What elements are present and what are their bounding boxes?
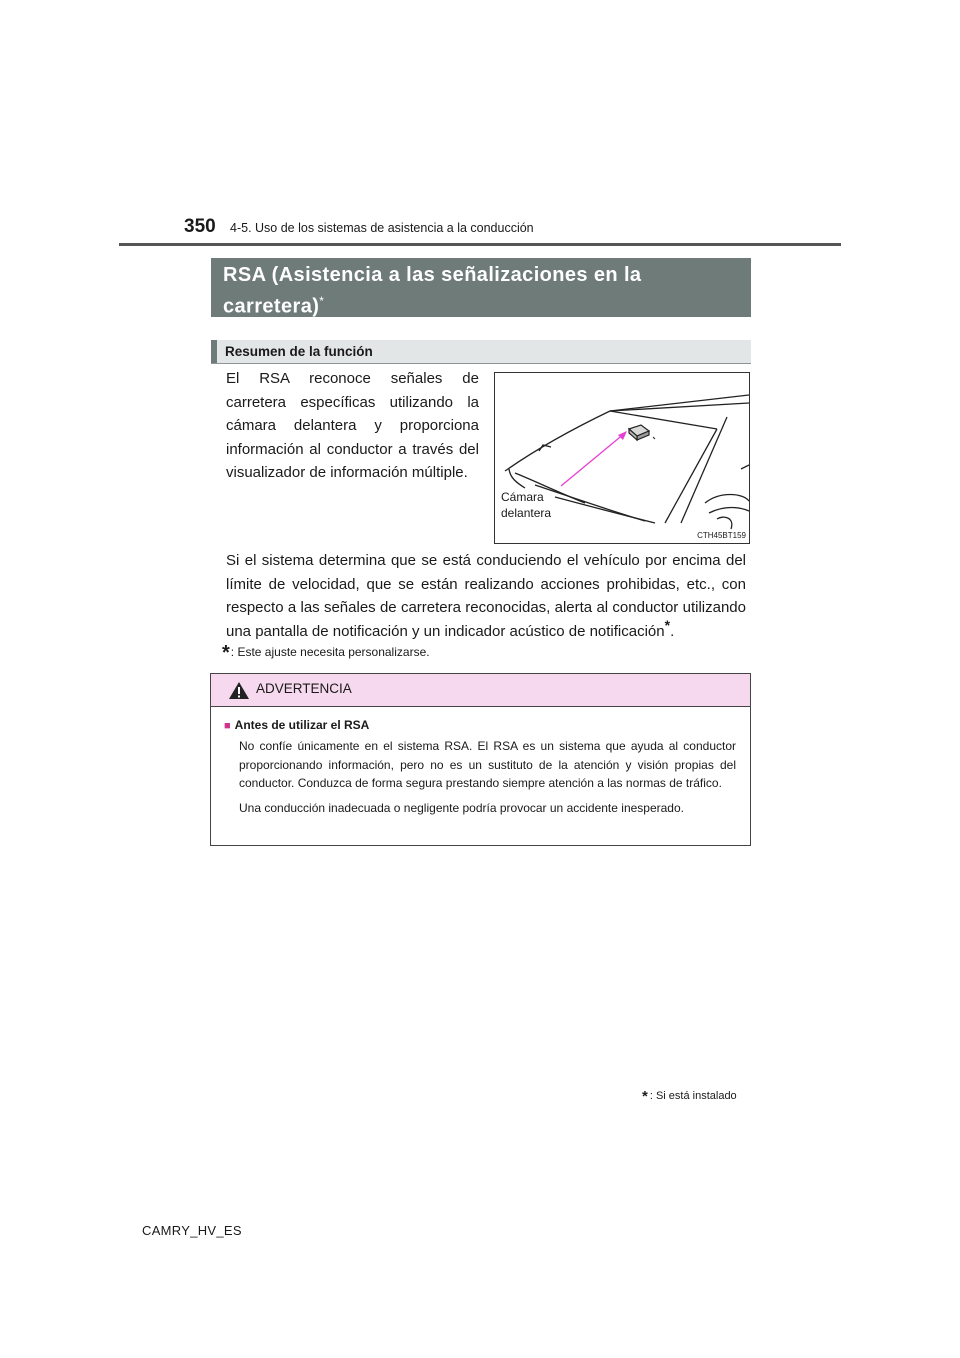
header-rule — [119, 243, 841, 246]
camera-housing — [629, 425, 649, 440]
subheading-bar — [211, 340, 751, 364]
section-title-box — [211, 258, 751, 317]
front-camera-figure — [494, 372, 750, 544]
figure-code: CTH45BT159 — [697, 531, 746, 540]
section-path: 4-5. Uso de los sistemas de asistencia a la conducción — [230, 221, 534, 235]
body-paragraph: Si el sistema determina que se está conduciendo el vehículo por encima del límite de velocidad, que se están realizando acciones prohibidas, etc., con respecto a las señales de carretera reconocidas, alerta al conductor utilizando una pantalla de notificación y un indicador acústico de notificación*. — [226, 552, 746, 640]
warning-label: ADVERTENCIA — [256, 681, 352, 696]
document-code: CAMRY_HV_ES — [142, 1223, 242, 1238]
warning-header — [211, 674, 750, 707]
subheading-text: Resumen de la función — [225, 344, 373, 359]
section-title: RSA (Asistencia a las señalizaciones en la carretera) — [223, 264, 642, 318]
warning-paragraph-2: Una conducción inadecuada o negligente podría provocar un accidente inesperado. — [239, 800, 684, 815]
bullet-square-icon: ■ — [224, 720, 231, 732]
footnote-marker: * — [664, 616, 671, 633]
page-number: 350 — [184, 216, 216, 237]
warning-paragraph-1: No confíe únicamente en el sistema RSA. El RSA es un sistema que ayuda al conductor proporcionando información, pero no es un sustituto de la atención y visión propias del conductor. Conduzca de forma segura prestando siempre atención a las normas de tráfico. — [239, 739, 736, 790]
warning-box — [210, 673, 751, 846]
warning-triangle-icon — [228, 681, 250, 700]
optional-equipment-asterisk: * — [319, 294, 325, 308]
warning-body — [211, 707, 750, 817]
figure-callout: Cámara delantera — [501, 490, 552, 520]
warning-bullet-title: ■ Antes de utilizar el RSA — [224, 718, 370, 732]
footnote: *: Este ajuste necesita personalizarse. — [222, 642, 430, 664]
subheading-accent — [211, 340, 217, 363]
installed-note: * : Si está instalado — [642, 1088, 737, 1105]
intro-paragraph: El RSA reconoce señales de carretera específicas utilizando la cámara delantera y proporciona información al conductor a través del visualizador de información múltiple. — [226, 370, 479, 481]
